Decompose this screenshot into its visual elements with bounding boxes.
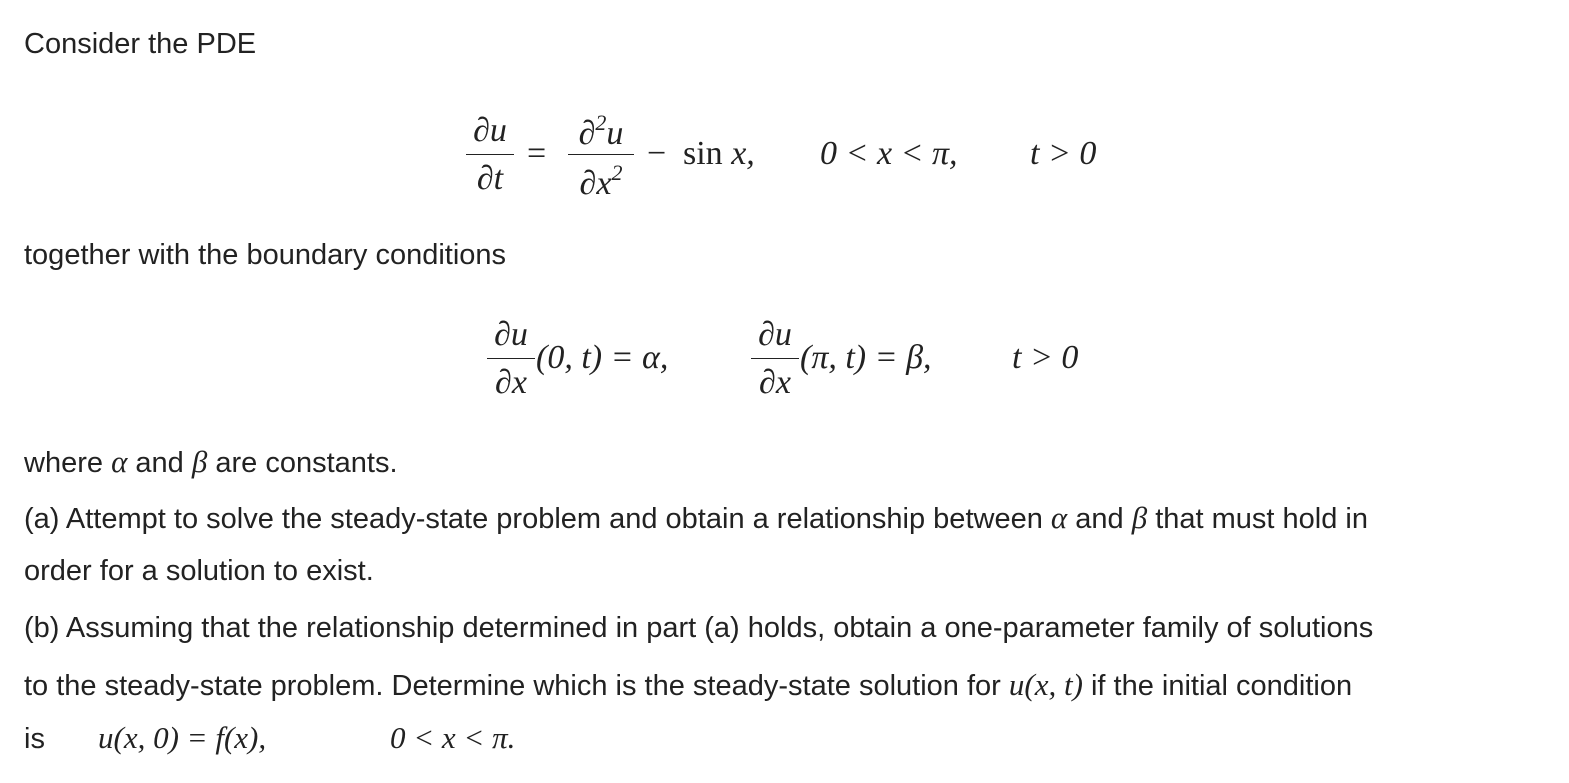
rhs-numerator: ∂$^2$u: [578, 110, 624, 152]
bc-left-fraction: [487, 316, 535, 402]
bc-left-value: (0, t) = α,: [536, 339, 669, 376]
fraction-bar: [568, 154, 634, 155]
lhs-numerator: ∂u: [473, 112, 507, 149]
pde-time-condition: t > 0: [1030, 135, 1097, 172]
fraction-bar: [466, 154, 514, 155]
minus-sign: −: [647, 135, 667, 172]
initial-condition-math: u(x, 0) = f(x),: [98, 720, 267, 755]
part-a-line-2: order for a solution to exist.: [24, 555, 374, 587]
part-b-line-3: is: [24, 723, 45, 755]
rhs-denominator: $\partial x^2$: [579, 160, 623, 202]
equals-sign: =: [527, 135, 547, 172]
where-line: where α and β are constants.: [24, 444, 398, 479]
bc-intro-text: together with the boundary conditions: [24, 239, 507, 271]
bc-right-numerator: ∂u: [758, 316, 792, 353]
sin-term: sin x,: [683, 135, 755, 172]
part-a-line-1: (a) Attempt to solve the steady-state problem and obtain a relationship between α and β that must hold in: [24, 500, 1368, 535]
part-b-line-1: (b) Assuming that the relationship determined in part (a) holds, obtain a one-parameter family of solutions: [24, 612, 1374, 644]
bc-left-numerator: ∂u: [494, 316, 528, 353]
bc-time-condition: t > 0: [1012, 339, 1079, 376]
lhs-fraction: [466, 112, 514, 198]
lhs-denominator: ∂t: [476, 160, 504, 197]
initial-condition-domain: 0 < x < π.: [390, 720, 516, 755]
part-b-line-2: to the steady-state problem. Determine which is the steady-state solution for u(x, t) if the initial condition: [24, 667, 1353, 702]
fraction-bar: [751, 358, 799, 359]
fraction-bar: [487, 358, 535, 359]
pde-domain: 0 < x < π,: [820, 135, 958, 172]
bc-right-fraction: [751, 316, 799, 402]
rhs-fraction: [568, 104, 634, 202]
bc-left-denominator: ∂x: [495, 364, 527, 401]
bc-right-denominator: ∂x: [759, 364, 791, 401]
intro-text: Consider the PDE: [24, 28, 257, 60]
bc-right-value: (π, t) = β,: [800, 339, 932, 376]
